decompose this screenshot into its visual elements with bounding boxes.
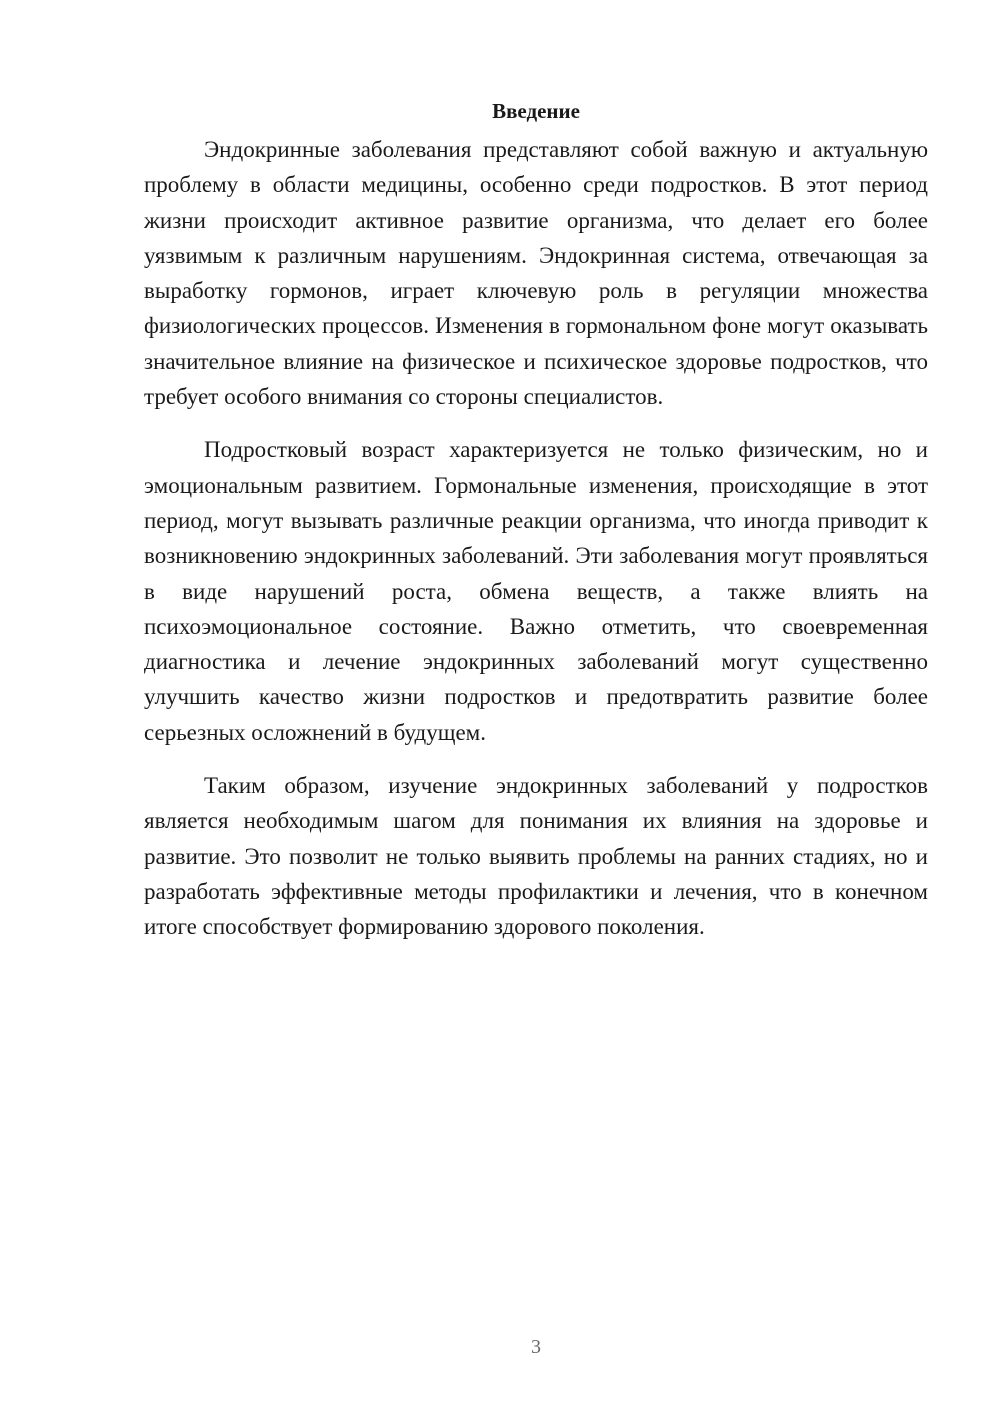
paragraph-3: Таким образом, изучение эндокринных заболеваний у подростков является необходимым шагом для понимания их влияния на здоровье и развитие. Это позволит не только выявить проблемы на ранних стадиях, но и разработать эффективные методы профилактики и лечения, что в конечном итоге способствует формированию здорового поколения. (144, 773, 928, 940)
paragraph-2: Подростковый возраст характеризуется не только физическим, но и эмоциональным развитием. Гормональные изменения, происходящие в этот период, могут вызывать различные реакции организма, что иногда приводит к возникновению эндокринных заболеваний. Эти заболевания могут проявляться в виде нарушений роста, обмена веществ, а также влиять на психоэмоциональное состояние. Важно отметить, что своевременная диагностика и лечение эндокринных заболеваний могут существенно улучшить качество жизни подростков и предотвратить развитие более серьезных осложнений в будущем. (144, 437, 928, 745)
document-page (144, 96, 928, 945)
paragraph-1: Эндокринные заболевания представляют собой важную и актуальную проблему в области медицины, особенно среди подростков. В этот период жизни происходит активное развитие организма, что делает его более уязвимым к различным нарушениям. Эндокринная система, отвечающая за выработку гормонов, играет ключевую роль в регуляции множества физиологических процессов. Изменения в гормональном фоне могут оказывать значительное влияние на физическое и психическое здоровье подростков, что требует особого внимания со стороны специалистов. (144, 137, 928, 410)
page-number: 3 (531, 1336, 541, 1358)
section-heading: Введение (492, 99, 580, 123)
